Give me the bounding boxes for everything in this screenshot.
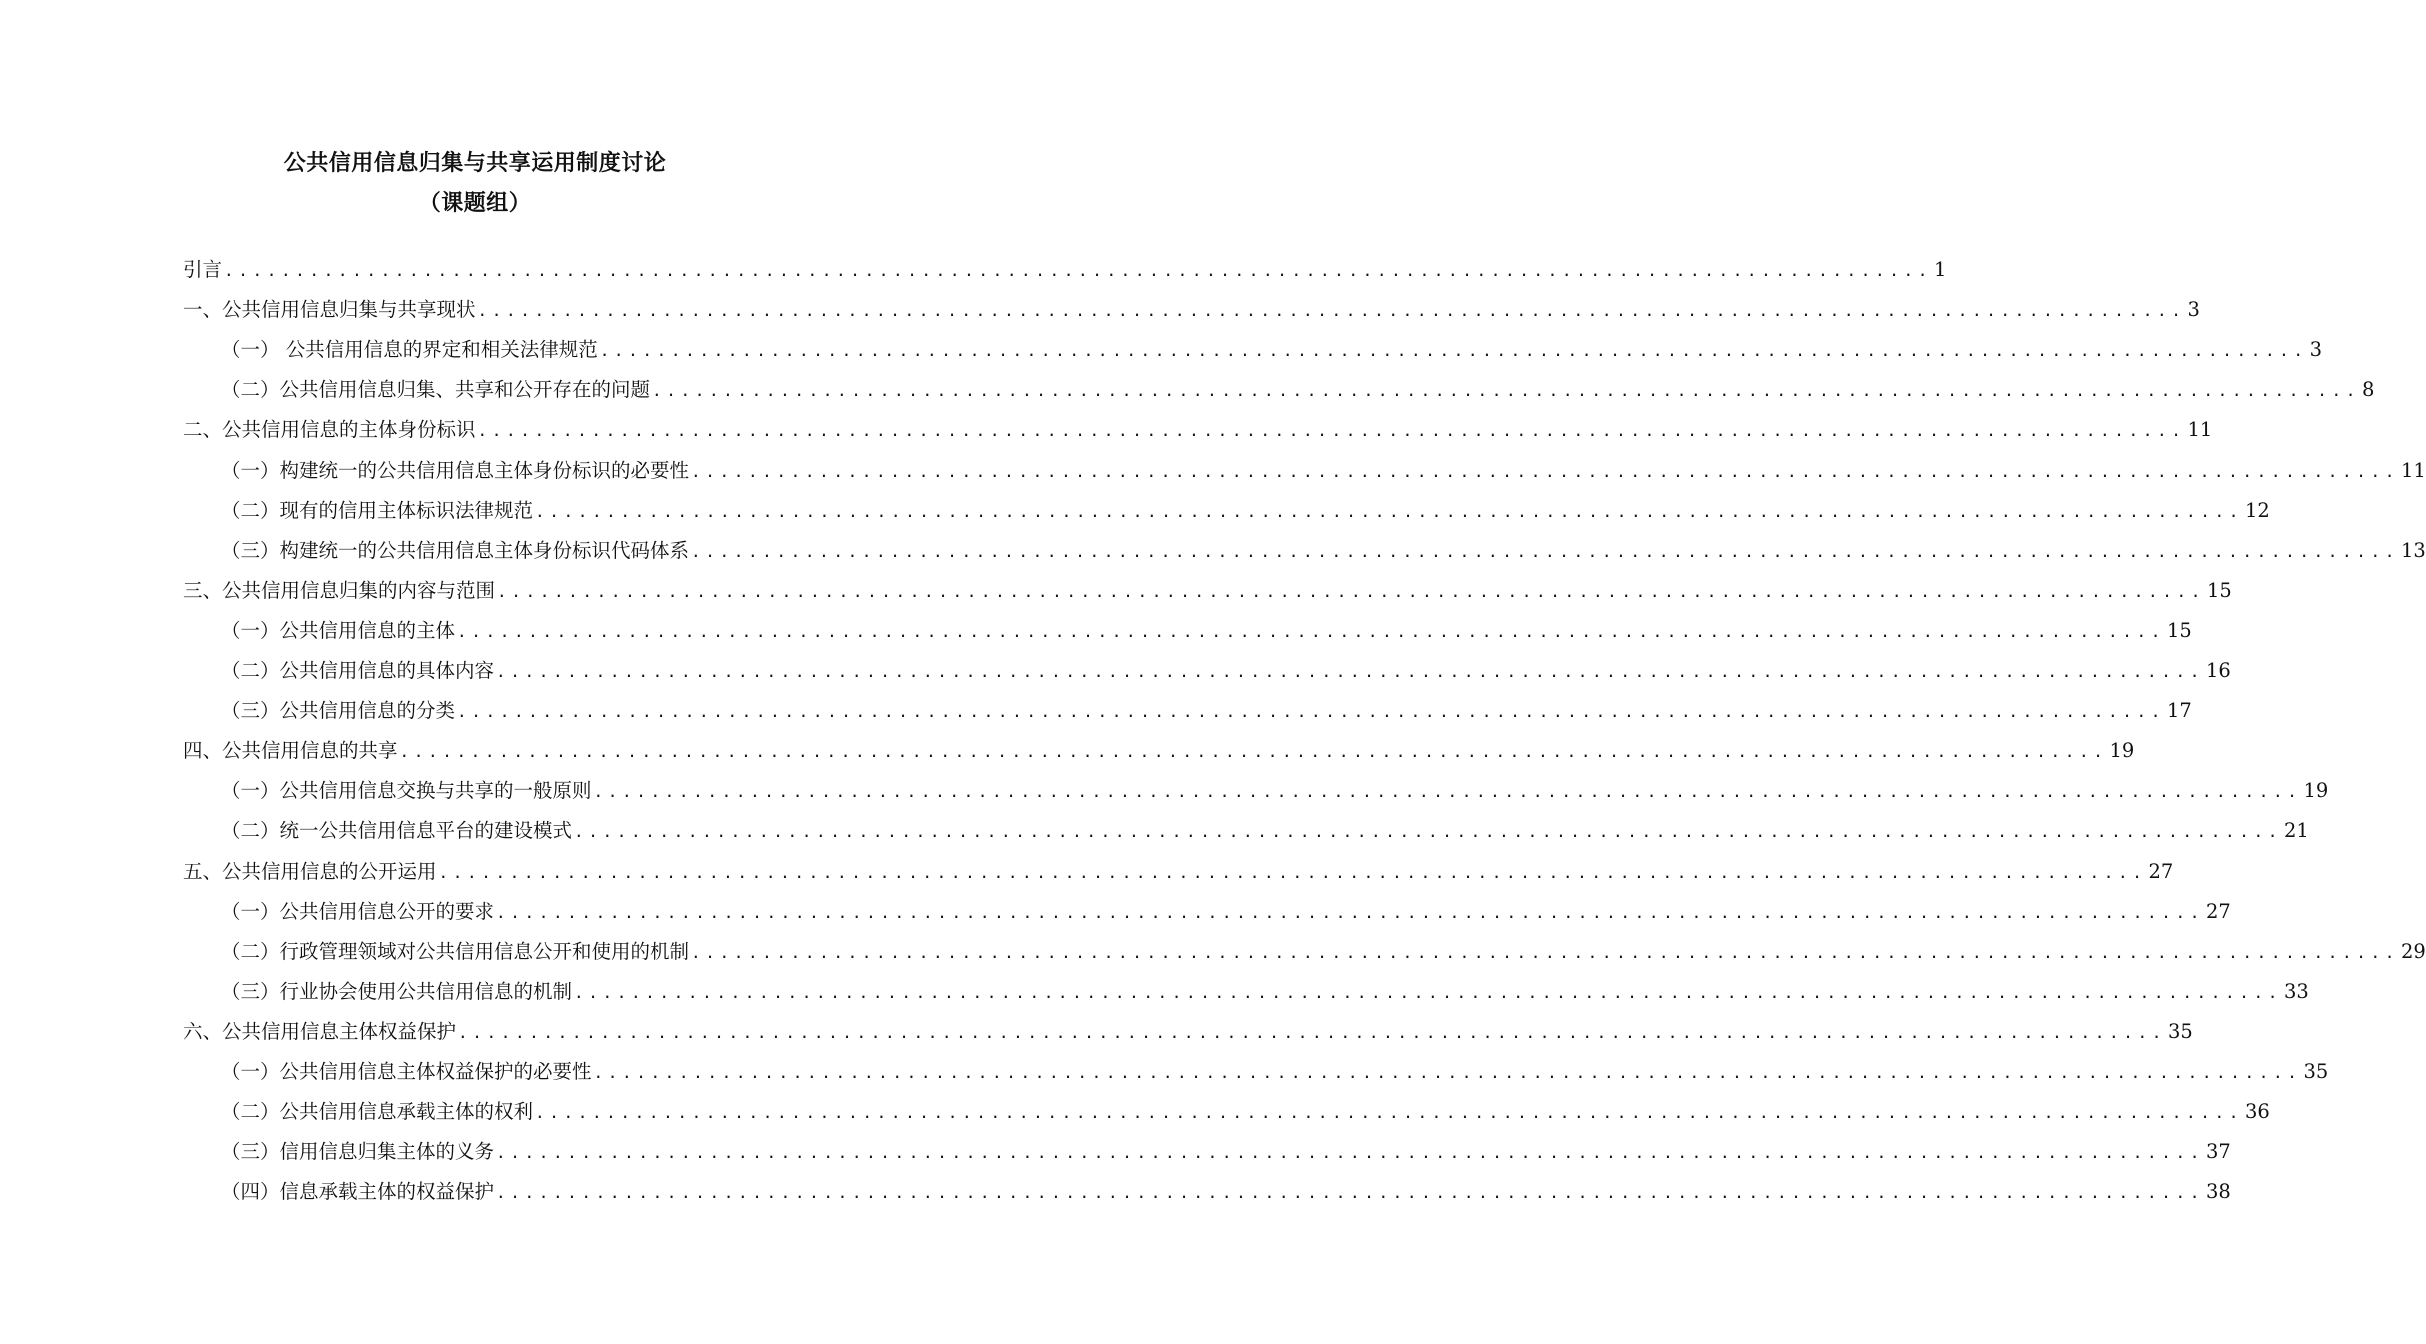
toc-entry[interactable] — [221, 495, 2270, 527]
document-subtitle: （课题组） — [418, 191, 532, 216]
toc-page-number: 33 — [2283, 979, 2309, 1003]
toc-page-number: 3 — [2309, 338, 2323, 362]
toc-dot-leader: ........................................................................................................................ — [477, 421, 2186, 441]
toc-entry-label: （二）现有的信用主体标识法律规范 — [221, 498, 534, 522]
toc-dot-leader: ........................................................................................................................ — [477, 301, 2186, 321]
toc-entry-label: （二）公共信用信息承载主体的权利 — [221, 1100, 534, 1124]
toc-page-number: 37 — [2205, 1140, 2231, 1164]
toc-entry[interactable] — [183, 1016, 2193, 1048]
toc-entry-label: （三）行业协会使用公共信用信息的机制 — [221, 979, 573, 1003]
toc-page-number: 13 — [2400, 538, 2426, 562]
toc-page-number: 17 — [2166, 699, 2192, 723]
toc-entry-label: （四）信息承载主体的权益保护 — [221, 1180, 495, 1204]
toc-entry-label: （三）公共信用信息的分类 — [221, 699, 456, 723]
toc-entry[interactable] — [183, 575, 2232, 607]
toc-entry-label: 四、公共信用信息的共享 — [183, 739, 398, 763]
toc-dot-leader: ........................................................................................................................ — [593, 1063, 2302, 1082]
toc-entry-label: （一）公共信用信息主体权益保护的必要性 — [221, 1060, 592, 1083]
toc-dot-leader: ........................................................................................................................ — [399, 742, 2108, 762]
toc-entry[interactable] — [221, 775, 2329, 807]
document-title: 公共信用信息归集与共享运用制度讨论 — [283, 151, 667, 176]
toc-page-number: 27 — [2205, 899, 2231, 923]
toc-entry-label: （一） 公共信用信息的界定和相关法律规范 — [221, 338, 598, 362]
toc-entry-label: 一、公共信用信息归集与共享现状 — [183, 298, 476, 322]
toc-entry-label: 三、公共信用信息归集的内容与范围 — [183, 578, 496, 602]
toc-entry[interactable] — [221, 615, 2192, 647]
toc-entry[interactable] — [221, 655, 2231, 687]
toc-entry[interactable] — [221, 1056, 2329, 1088]
toc-entry[interactable] — [221, 896, 2231, 928]
toc-entry-label: （一）公共信用信息公开的要求 — [221, 899, 495, 923]
toc-dot-leader: ........................................................................................................................ — [535, 501, 2243, 521]
toc-entry[interactable] — [221, 1096, 2270, 1128]
toc-entry-label: （三）信用信息归集主体的义务 — [221, 1140, 495, 1164]
toc-entry[interactable] — [221, 936, 2426, 968]
toc-entry[interactable] — [183, 254, 1947, 286]
toc-page-number: 29 — [2400, 939, 2426, 963]
toc-entry-label: （二）行政管理领域对公共信用信息公开和使用的机制 — [221, 939, 690, 963]
toc-entry[interactable] — [221, 1176, 2231, 1208]
toc-dot-leader: ........................................................................................................................ — [535, 1103, 2243, 1123]
toc-dot-leader: ........................................................................................................................ — [496, 902, 2204, 922]
toc-entry[interactable] — [183, 294, 2200, 326]
toc-entry[interactable] — [221, 455, 2426, 487]
toc-entry-label: （二）公共信用信息的具体内容 — [221, 659, 495, 682]
toc-dot-leader: ........................................................................................................................ — [496, 1183, 2204, 1203]
toc-entry-label: （一）公共信用信息的主体 — [221, 618, 456, 642]
toc-entry-label: （二）统一公共信用信息平台的建设模式 — [221, 819, 573, 843]
toc-entry[interactable] — [221, 334, 2323, 366]
toc-entry[interactable] — [183, 414, 2213, 446]
toc-page-number: 21 — [2283, 819, 2309, 843]
toc-page-number: 3 — [2187, 298, 2200, 322]
toc-dot-leader: ........................................................................................................................ — [691, 942, 2399, 962]
toc-dot-leader: ........................................................................................................................ — [497, 581, 2205, 601]
toc-dot-leader: ........................................................................................................................ — [496, 1143, 2204, 1163]
toc-dot-leader: ........................................................................................................................ — [458, 1022, 2166, 1042]
toc-page-number: 11 — [2400, 458, 2426, 482]
toc-page-number: 19 — [2303, 779, 2329, 803]
toc-dot-leader: ........................................................................................................................ — [652, 381, 2360, 401]
toc-page-number: 27 — [2148, 859, 2174, 883]
toc-page-number: 8 — [2361, 378, 2375, 402]
toc-entry[interactable] — [221, 535, 2426, 567]
toc-entry-label: （三）构建统一的公共信用信息主体身份标识代码体系 — [221, 538, 690, 562]
toc-dot-leader: ........................................................................................................................ — [496, 662, 2204, 681]
toc-page-number: 11 — [2187, 418, 2213, 442]
toc-dot-leader: ........................................................................................................................ — [691, 541, 2399, 561]
toc-dot-leader: ........................................................................................................................ — [457, 702, 2165, 722]
toc-entry[interactable] — [183, 856, 2174, 888]
toc-dot-leader: ........................................................................................................................ — [438, 862, 2147, 882]
toc-entry-label: （一）公共信用信息交换与共享的一般原则 — [221, 779, 592, 803]
toc-dot-leader: ........................................................................................................................ — [599, 341, 2308, 361]
toc-entry[interactable] — [221, 976, 2309, 1008]
toc-page-number: 15 — [2166, 618, 2192, 642]
toc-page-number: 12 — [2244, 498, 2270, 522]
toc-dot-leader: ........................................................................................................................ — [224, 261, 1932, 280]
toc-dot-leader: ........................................................................................................................ — [574, 822, 2282, 842]
toc-page-number: 1 — [1933, 258, 1947, 281]
toc-page-number: 36 — [2244, 1100, 2270, 1124]
toc-page-number: 38 — [2205, 1180, 2231, 1204]
toc-dot-leader: ........................................................................................................................ — [691, 461, 2399, 481]
toc-dot-leader: ........................................................................................................................ — [457, 621, 2165, 641]
toc-page-number: 35 — [2167, 1019, 2193, 1043]
toc-entry-label: 五、公共信用信息的公开运用 — [183, 859, 437, 883]
toc-page-number: 16 — [2205, 659, 2231, 682]
toc-entry-label: （一）构建统一的公共信用信息主体身份标识的必要性 — [221, 458, 690, 482]
toc-page-number: 15 — [2206, 578, 2232, 602]
toc-entry[interactable] — [221, 815, 2309, 847]
toc-entry[interactable] — [221, 374, 2375, 406]
toc-entry[interactable] — [221, 1136, 2231, 1168]
toc-dot-leader: ........................................................................................................................ — [574, 982, 2282, 1002]
toc-page-number: 35 — [2303, 1060, 2329, 1083]
toc-entry-label: 引言 — [183, 258, 223, 281]
toc-entry-label: 二、公共信用信息的主体身份标识 — [183, 418, 476, 442]
toc-page-number: 19 — [2109, 739, 2135, 763]
toc-entry[interactable] — [221, 695, 2192, 727]
toc-entry[interactable] — [183, 735, 2135, 767]
toc-dot-leader: ........................................................................................................................ — [593, 782, 2302, 802]
toc-entry-label: 六、公共信用信息主体权益保护 — [183, 1019, 457, 1043]
toc-entry-label: （二）公共信用信息归集、共享和公开存在的问题 — [221, 378, 651, 402]
